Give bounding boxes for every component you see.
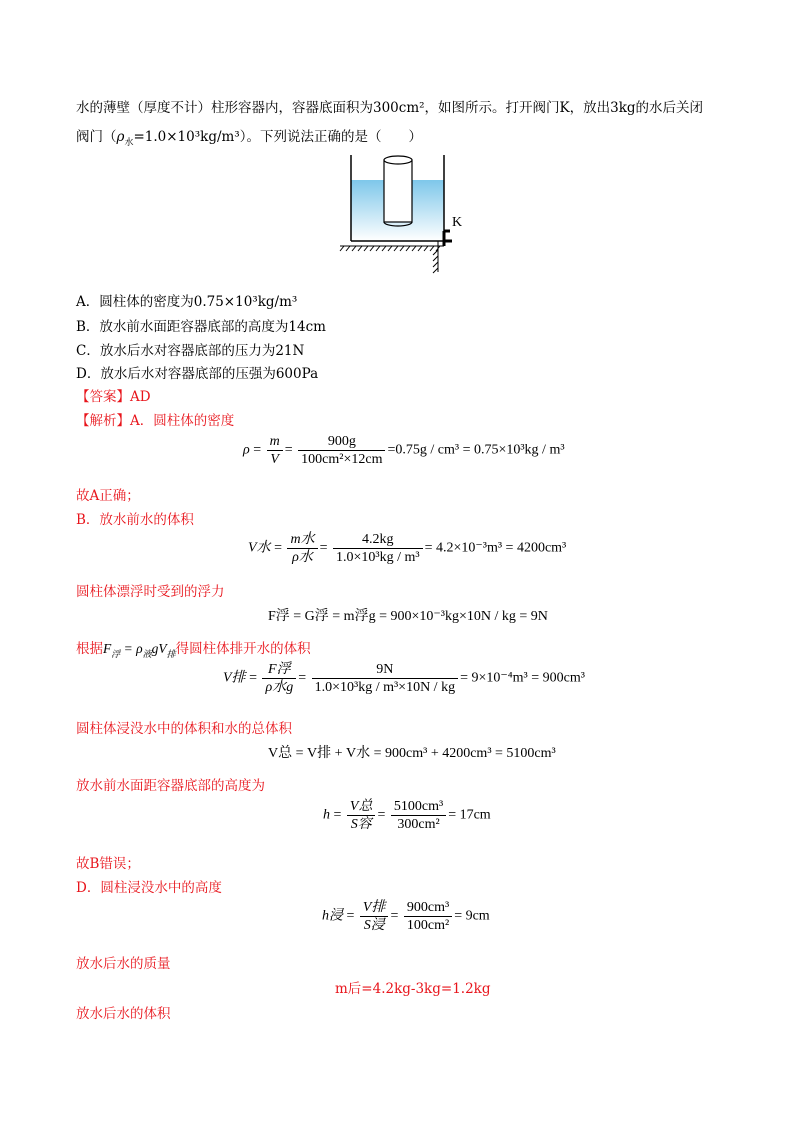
ground-hatching: [340, 241, 444, 273]
eq2-rhs: = 4.2×10⁻³m³ = 4200cm³: [424, 540, 567, 556]
problem-line-2-post: =1.0×10³kg/m³）。下列说法正确的是（ ）: [133, 129, 422, 145]
equation-immersed-height: h浸 = $\frac{\text{V排}}{\text{S浸}}$ = $\frac{\text{900cm³}}{\text{100cm²}}$ = 9cm: [322, 900, 490, 933]
eq1-num2: 900g: [298, 433, 385, 451]
problem-line-1: 水的薄壁（厚度不计）柱形容器内，容器底面积为300cm²，如图所示。打开阀门K，放出3kg的水后关闭: [76, 100, 704, 116]
eq2-lhs: V水: [248, 540, 271, 556]
equation-density: ρ = $\frac{m}{V}$ = $\frac{900g}{\text{100cm²×12cm}}$ =0.75g / cm³ = 0.75×10³kg / m³: [243, 434, 565, 467]
buoyancy-text: 圆柱体漂浮时受到的浮力: [76, 584, 225, 600]
eq6-lhs: h: [323, 807, 330, 823]
eq7-rhs: = 9cm: [454, 908, 490, 924]
option-c: C．放水后水对容器底部的压力为21N: [76, 343, 305, 359]
eq7-num2: 900cm³: [404, 899, 452, 917]
option-a: A．圆柱体的密度为0.75×10³kg/m³: [76, 294, 298, 310]
eq7-num1: V排: [362, 900, 386, 915]
height-before-text: 放水前水面距容器底部的高度为: [76, 778, 265, 794]
equation-total-volume: V总 = V排 + V水 = 900cm³ + 4200cm³ = 5100cm³: [268, 746, 556, 761]
valve-k: [444, 231, 452, 246]
eq6-num2: 5100cm³: [391, 798, 446, 816]
b-heading: B．放水前水的体积: [76, 512, 194, 528]
total-volume-text: 圆柱体浸没水中的体积和水的总体积: [76, 721, 292, 737]
equation-displaced-volume: V排 = $\frac{\text{F浮}}{\text{ρ水g}}$ = $\frac{9N}{\text{1.0×10³kg / m³×10N / kg}}$ = 9×10⁻⁴m³ = 900cm³: [223, 662, 585, 695]
option-b: B．放水前水面距容器底部的高度为14cm: [76, 319, 326, 335]
answer: 【答案】AD: [76, 389, 151, 405]
cylinder: [384, 156, 412, 226]
eq4-den1: ρ水g: [265, 680, 294, 695]
equation-height-before: h = $\frac{\text{V总}}{\text{S容}}$ = $\frac{\text{5100cm³}}{\text{300cm²}}$ = 17cm: [323, 799, 491, 832]
eq4-lhs: V排: [223, 670, 246, 686]
basis-post: 得圆柱体排开水的体积: [175, 641, 311, 657]
eq6-den2: 300cm²: [397, 817, 440, 832]
valve-label: K: [452, 215, 463, 230]
eq4-num1: F浮: [268, 662, 291, 677]
eq4-rhs: = 9×10⁻⁴m³ = 900cm³: [460, 670, 585, 686]
problem-line-2-pre: 阀门（: [76, 129, 117, 145]
eq4-num2: 9N: [312, 661, 458, 679]
volume-after-text: 放水后水的体积: [76, 1006, 171, 1022]
eq1-den2: 100cm²×12cm: [301, 452, 383, 467]
eq7-lhs: h浸: [322, 908, 343, 924]
equation-buoyancy: F浮 = G浮 = m浮g = 900×10⁻³kg×10N / kg = 9N: [268, 609, 548, 624]
eq7-den1: S浸: [363, 918, 385, 933]
basis-formula: $F_浮 = \rho_液gV_排$: [103, 641, 176, 659]
eq2-num1: m水: [290, 532, 315, 547]
eq1-num1: m: [269, 434, 280, 449]
eq1-lhs: ρ: [243, 442, 250, 458]
mass-after-equation: m后=4.2kg-3kg=1.2kg: [335, 981, 491, 997]
eq4-den2: 1.0×10³kg / m³×10N / kg: [314, 680, 456, 695]
analysis-a-heading: 【解析】A．圆柱体的密度: [76, 413, 235, 429]
d-heading: D．圆柱浸没水中的高度: [76, 880, 222, 896]
eq6-den1: S容: [350, 817, 372, 832]
eq2-den2: 1.0×10³kg / m³: [336, 550, 420, 565]
eq7-den2: 100cm²: [406, 918, 450, 933]
option-d: D．放水后水对容器底部的压强为600Pa: [76, 366, 319, 382]
eq6-rhs: = 17cm: [448, 807, 491, 823]
basis-text: [76, 637, 311, 660]
eq1-den1: V: [270, 452, 279, 467]
mass-after-text: 放水后水的质量: [76, 956, 171, 972]
eq1-rhs: =0.75g / cm³ = 0.75×10³kg / m³: [387, 442, 565, 458]
problem-line-2: [76, 125, 422, 148]
container-figure: [330, 150, 470, 275]
eq2-den1: ρ水: [292, 550, 313, 565]
basis-pre: 根据: [76, 641, 103, 657]
eq6-num1: V总: [349, 799, 373, 814]
rho-subscript: 水: [124, 138, 134, 148]
a-conclusion: 故A正确；: [76, 488, 140, 504]
eq2-num2: 4.2kg: [333, 531, 423, 549]
b-conclusion: 故B错误；: [76, 856, 140, 872]
equation-water-volume: V水 = $\frac{\text{m水}}{\text{ρ水}}$ = $\frac{4.2kg}{\text{1.0×10³kg / m³}}$ = 4.2×10⁻³m³ = 4200cm³: [248, 532, 567, 565]
rho-symbol: ρ: [116, 129, 125, 145]
